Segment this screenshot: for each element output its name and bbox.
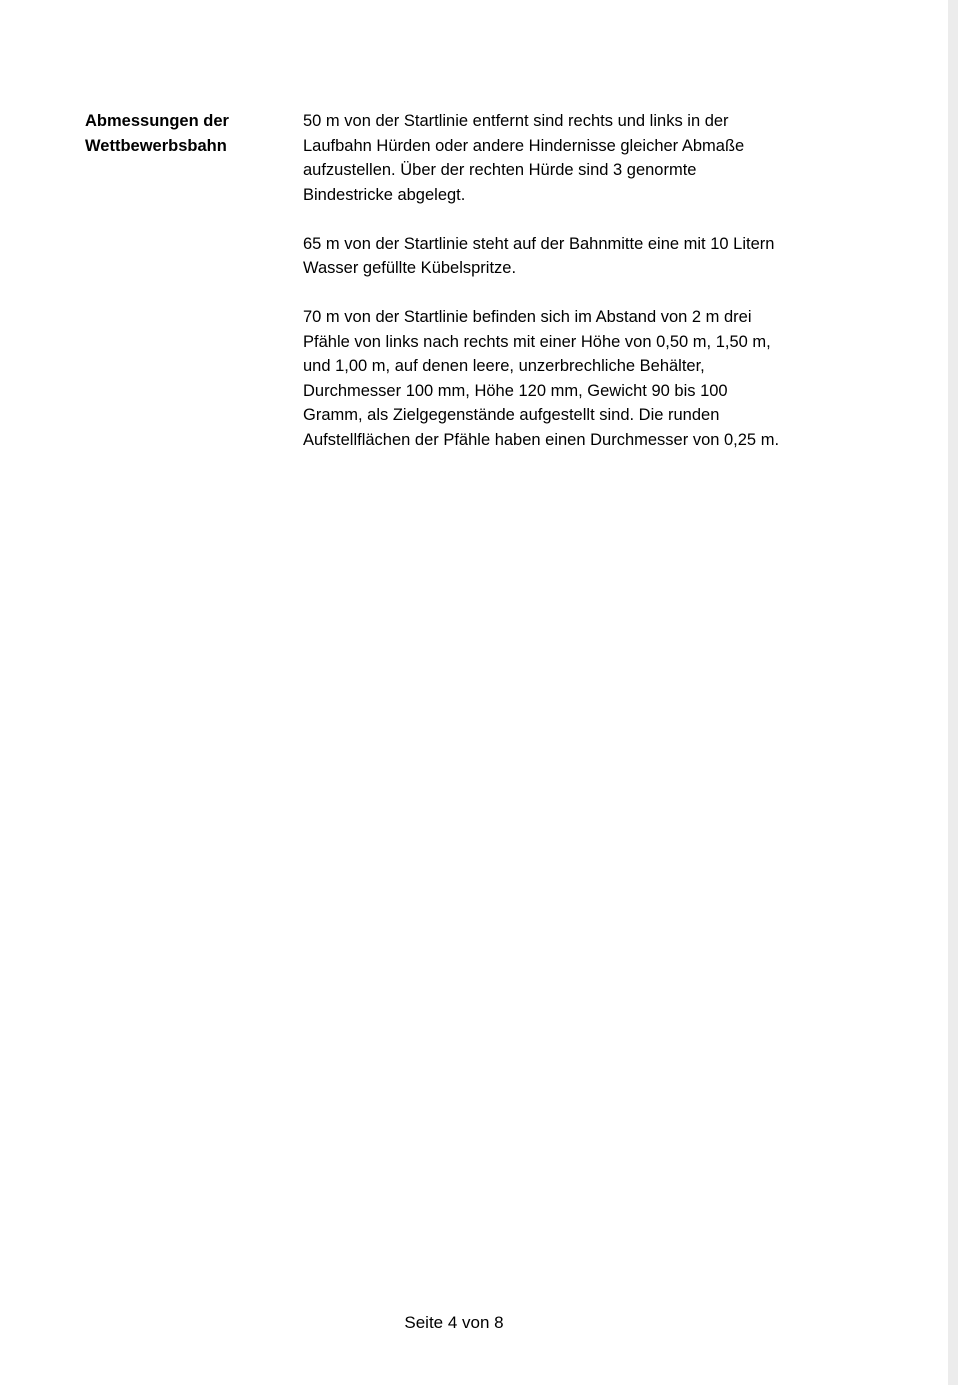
paragraph-bucket-sprayer bbox=[303, 232, 863, 281]
paragraph-hurdles bbox=[303, 109, 863, 207]
paragraph-line: und 1,00 m, auf denen leere, unzerbrechliche Behälter, bbox=[303, 357, 705, 375]
paragraph-line: Gramm, als Zielgegenstände aufgestellt sind. Die runden bbox=[303, 406, 720, 424]
paragraph-line: Durchmesser 100 mm, Höhe 120 mm, Gewicht 90 bis 100 bbox=[303, 381, 728, 400]
section-heading-line: Abmessungen der bbox=[85, 112, 229, 130]
page-number-footer: Seite 4 von 8 bbox=[404, 1313, 504, 1332]
section-body bbox=[303, 109, 863, 477]
paragraph-line: Wasser gefüllte Kübelspritze. bbox=[303, 259, 517, 277]
section-heading-line: Wettbewerbsbahn bbox=[85, 137, 227, 155]
paragraph-line: aufzustellen. Über der rechten Hürde sind 3 genormte bbox=[303, 161, 697, 179]
paragraph-line: Aufstellflächen der Pfähle haben einen Durchmesser von 0,25 m. bbox=[303, 430, 780, 449]
paragraph-line: 70 m von der Startlinie befinden sich im Abstand von 2 m drei bbox=[303, 308, 752, 326]
paragraph-line: 65 m von der Startlinie steht auf der Bahnmitte eine mit 10 Litern bbox=[303, 234, 775, 253]
paragraph-line: Pfähle von links nach rechts mit einer Höhe von 0,50 m, 1,50 m, bbox=[303, 332, 771, 351]
viewer-edge bbox=[948, 0, 958, 1385]
paragraph-line: Bindestricke abgelegt. bbox=[303, 185, 466, 204]
paragraph-line: Laufbahn Hürden oder andere Hindernisse gleicher Abmaße bbox=[303, 136, 745, 155]
paragraph-line: 50 m von der Startlinie entfernt sind rechts und links in der bbox=[303, 112, 729, 130]
section-heading bbox=[85, 109, 275, 159]
paragraph-target-posts bbox=[303, 305, 863, 452]
